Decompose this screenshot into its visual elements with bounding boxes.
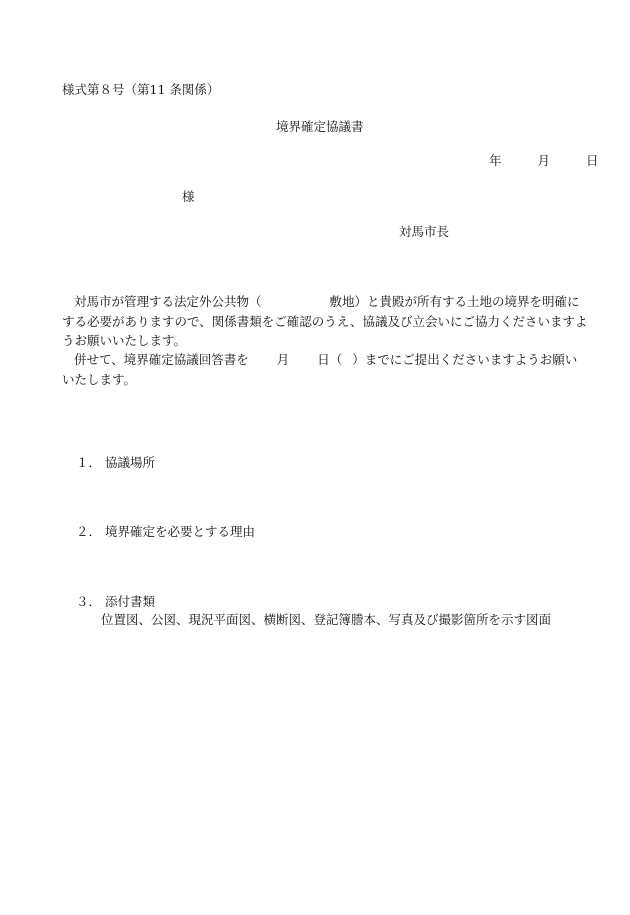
body-p2-part1: 併せて、境界確定協議回答書を bbox=[74, 352, 249, 367]
body-p2-part2: ）までにご提出くださいますようお願いいたします。 bbox=[62, 352, 578, 387]
form-number: 様式第８号（第11 条関係） bbox=[62, 82, 220, 97]
year-label: 年 bbox=[489, 153, 502, 168]
day-label: 日 bbox=[585, 153, 599, 168]
sender-name: 対馬市長 bbox=[399, 224, 450, 239]
month-label: 月 bbox=[537, 153, 550, 168]
section-3 bbox=[76, 594, 155, 610]
section-3-label: 添付書類 bbox=[105, 594, 156, 609]
attachments-list: 位置図、公図、現況平面図、横断図、登記簿謄本、写真及び撮影箇所を示す図面 bbox=[101, 612, 552, 627]
section-2-label: 境界確定を必要とする理由 bbox=[105, 524, 256, 539]
section-3-number: ３． bbox=[76, 594, 102, 609]
body-paragraph-2 bbox=[62, 350, 588, 389]
body-p2-day: 日（ bbox=[317, 352, 343, 367]
body-p1-part1: 対馬市が管理する法定外公共物（ bbox=[74, 294, 262, 309]
section-2 bbox=[76, 524, 255, 540]
date-line bbox=[489, 153, 598, 169]
addressee-suffix: 様 bbox=[182, 189, 195, 204]
section-1 bbox=[76, 455, 155, 471]
section-2-number: ２． bbox=[76, 524, 102, 539]
body-p1-part2: 敷地）と貴殿が所有する土地の境界を明確にする必要がありますので、関係書類をご確認のうえ、協議及び立会いにご協力くださいますようお願いいたします。 bbox=[62, 294, 588, 348]
body-paragraph-1 bbox=[62, 292, 588, 351]
section-1-number: １． bbox=[76, 455, 102, 470]
section-1-label: 協議場所 bbox=[105, 455, 156, 470]
document-title: 境界確定協議書 bbox=[276, 119, 364, 134]
body-p2-month: 月 bbox=[276, 352, 290, 367]
